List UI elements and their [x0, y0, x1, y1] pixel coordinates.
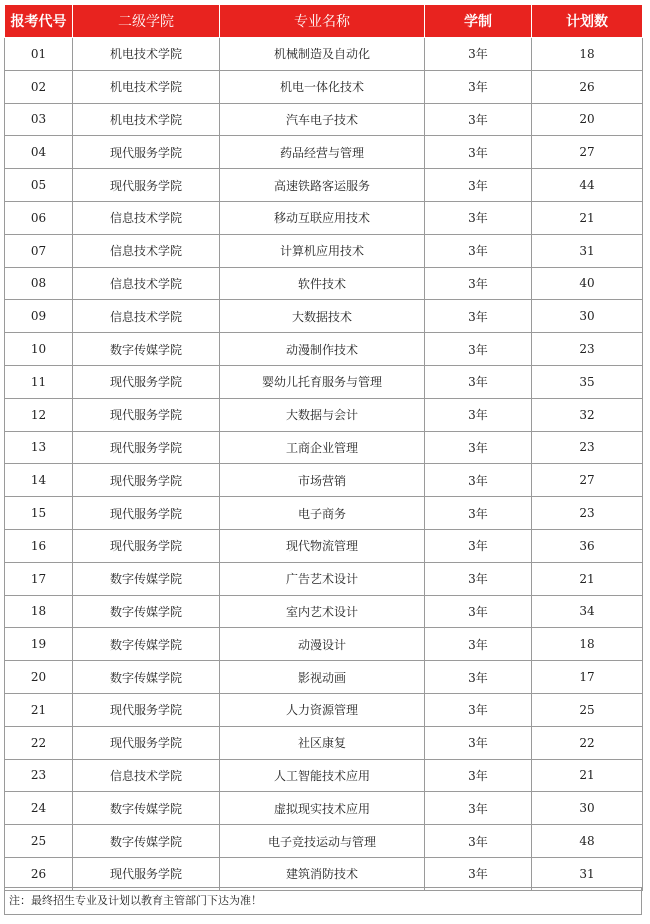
cell-college: 数字传媒学院 [73, 792, 220, 825]
table-row [5, 825, 643, 858]
cell-code: 10 [5, 333, 73, 366]
cell-years: 3年 [425, 267, 532, 300]
cell-quota: 18 [532, 38, 643, 71]
cell-code: 03 [5, 103, 73, 136]
cell-major: 动漫制作技术 [220, 333, 425, 366]
cell-quota: 27 [532, 464, 643, 497]
header-major: 专业名称 [220, 5, 425, 38]
cell-college: 现代服务学院 [73, 365, 220, 398]
table-row [5, 201, 643, 234]
cell-major: 大数据与会计 [220, 398, 425, 431]
cell-major: 电子竞技运动与管理 [220, 825, 425, 858]
cell-years: 3年 [425, 398, 532, 431]
cell-years: 3年 [425, 234, 532, 267]
cell-quota: 23 [532, 497, 643, 530]
cell-years: 3年 [425, 136, 532, 169]
table-row [5, 267, 643, 300]
cell-quota: 36 [532, 529, 643, 562]
cell-code: 11 [5, 365, 73, 398]
cell-quota: 30 [532, 792, 643, 825]
cell-major: 人工智能技术应用 [220, 759, 425, 792]
header-row [5, 5, 643, 38]
cell-major: 人力资源管理 [220, 693, 425, 726]
cell-years: 3年 [425, 169, 532, 202]
cell-code: 23 [5, 759, 73, 792]
cell-quota: 21 [532, 562, 643, 595]
table-row [5, 38, 643, 71]
table-row [5, 464, 643, 497]
cell-college: 现代服务学院 [73, 693, 220, 726]
cell-college: 机电技术学院 [73, 70, 220, 103]
cell-code: 18 [5, 595, 73, 628]
cell-college: 数字传媒学院 [73, 628, 220, 661]
cell-quota: 31 [532, 857, 643, 890]
cell-college: 信息技术学院 [73, 300, 220, 333]
cell-college: 信息技术学院 [73, 759, 220, 792]
table-row [5, 103, 643, 136]
table-row [5, 300, 643, 333]
cell-code: 07 [5, 234, 73, 267]
cell-major: 机械制造及自动化 [220, 38, 425, 71]
footnote: 注：最终招生专业及计划以教育主管部门下达为准！ [4, 887, 642, 915]
cell-quota: 18 [532, 628, 643, 661]
cell-years: 3年 [425, 529, 532, 562]
cell-code: 24 [5, 792, 73, 825]
cell-years: 3年 [425, 759, 532, 792]
cell-college: 数字传媒学院 [73, 562, 220, 595]
cell-years: 3年 [425, 628, 532, 661]
table-row [5, 726, 643, 759]
table-row [5, 234, 643, 267]
cell-years: 3年 [425, 857, 532, 890]
cell-years: 3年 [425, 70, 532, 103]
cell-years: 3年 [425, 792, 532, 825]
cell-code: 15 [5, 497, 73, 530]
cell-college: 现代服务学院 [73, 169, 220, 202]
table-row [5, 365, 643, 398]
cell-quota: 25 [532, 693, 643, 726]
cell-code: 04 [5, 136, 73, 169]
table-row [5, 169, 643, 202]
cell-major: 高速铁路客运服务 [220, 169, 425, 202]
cell-years: 3年 [425, 726, 532, 759]
cell-major: 室内艺术设计 [220, 595, 425, 628]
cell-major: 电子商务 [220, 497, 425, 530]
table-row [5, 398, 643, 431]
cell-quota: 22 [532, 726, 643, 759]
cell-quota: 26 [532, 70, 643, 103]
cell-major: 工商企业管理 [220, 431, 425, 464]
cell-code: 05 [5, 169, 73, 202]
cell-years: 3年 [425, 103, 532, 136]
cell-quota: 31 [532, 234, 643, 267]
table-row [5, 562, 643, 595]
cell-major: 虚拟现实技术应用 [220, 792, 425, 825]
cell-quota: 48 [532, 825, 643, 858]
cell-college: 现代服务学院 [73, 529, 220, 562]
table-body [5, 38, 643, 891]
cell-major: 机电一体化技术 [220, 70, 425, 103]
cell-code: 08 [5, 267, 73, 300]
cell-major: 现代物流管理 [220, 529, 425, 562]
table-row [5, 333, 643, 366]
table-row [5, 693, 643, 726]
cell-code: 06 [5, 201, 73, 234]
cell-code: 02 [5, 70, 73, 103]
cell-code: 17 [5, 562, 73, 595]
cell-code: 14 [5, 464, 73, 497]
table-row [5, 529, 643, 562]
cell-college: 信息技术学院 [73, 234, 220, 267]
cell-college: 现代服务学院 [73, 497, 220, 530]
cell-quota: 32 [532, 398, 643, 431]
cell-college: 现代服务学院 [73, 464, 220, 497]
cell-major: 动漫设计 [220, 628, 425, 661]
header-college: 二级学院 [73, 5, 220, 38]
header-quota: 计划数 [532, 5, 643, 38]
cell-years: 3年 [425, 333, 532, 366]
table-row [5, 70, 643, 103]
cell-years: 3年 [425, 300, 532, 333]
cell-college: 现代服务学院 [73, 136, 220, 169]
cell-years: 3年 [425, 365, 532, 398]
cell-quota: 21 [532, 759, 643, 792]
cell-quota: 30 [532, 300, 643, 333]
table-header [5, 5, 643, 38]
cell-quota: 21 [532, 201, 643, 234]
cell-years: 3年 [425, 497, 532, 530]
cell-quota: 23 [532, 431, 643, 464]
table-row [5, 792, 643, 825]
cell-major: 婴幼儿托育服务与管理 [220, 365, 425, 398]
cell-quota: 20 [532, 103, 643, 136]
table-row [5, 857, 643, 890]
cell-college: 现代服务学院 [73, 398, 220, 431]
cell-major: 大数据技术 [220, 300, 425, 333]
cell-quota: 35 [532, 365, 643, 398]
table-row [5, 497, 643, 530]
cell-years: 3年 [425, 431, 532, 464]
cell-major: 影视动画 [220, 661, 425, 694]
cell-quota: 27 [532, 136, 643, 169]
cell-quota: 34 [532, 595, 643, 628]
cell-quota: 44 [532, 169, 643, 202]
table-row [5, 661, 643, 694]
enrollment-plan-table [4, 4, 643, 891]
cell-major: 药品经营与管理 [220, 136, 425, 169]
cell-years: 3年 [425, 661, 532, 694]
cell-college: 机电技术学院 [73, 103, 220, 136]
cell-code: 09 [5, 300, 73, 333]
cell-college: 机电技术学院 [73, 38, 220, 71]
cell-quota: 23 [532, 333, 643, 366]
cell-major: 广告艺术设计 [220, 562, 425, 595]
cell-college: 现代服务学院 [73, 431, 220, 464]
cell-major: 移动互联应用技术 [220, 201, 425, 234]
cell-major: 建筑消防技术 [220, 857, 425, 890]
cell-college: 数字传媒学院 [73, 825, 220, 858]
cell-college: 信息技术学院 [73, 267, 220, 300]
cell-years: 3年 [425, 464, 532, 497]
table-row [5, 431, 643, 464]
cell-code: 21 [5, 693, 73, 726]
cell-college: 数字传媒学院 [73, 333, 220, 366]
cell-years: 3年 [425, 825, 532, 858]
cell-years: 3年 [425, 693, 532, 726]
cell-major: 市场营销 [220, 464, 425, 497]
cell-quota: 40 [532, 267, 643, 300]
cell-code: 22 [5, 726, 73, 759]
cell-code: 20 [5, 661, 73, 694]
cell-code: 26 [5, 857, 73, 890]
cell-code: 19 [5, 628, 73, 661]
table-row [5, 628, 643, 661]
cell-major: 社区康复 [220, 726, 425, 759]
table-row [5, 759, 643, 792]
cell-code: 01 [5, 38, 73, 71]
cell-major: 汽车电子技术 [220, 103, 425, 136]
header-code: 报考代号 [5, 5, 73, 38]
cell-major: 计算机应用技术 [220, 234, 425, 267]
cell-college: 现代服务学院 [73, 726, 220, 759]
cell-college: 数字传媒学院 [73, 661, 220, 694]
cell-college: 现代服务学院 [73, 857, 220, 890]
table-row [5, 136, 643, 169]
cell-college: 数字传媒学院 [73, 595, 220, 628]
cell-code: 12 [5, 398, 73, 431]
cell-code: 16 [5, 529, 73, 562]
cell-major: 软件技术 [220, 267, 425, 300]
cell-code: 25 [5, 825, 73, 858]
cell-college: 信息技术学院 [73, 201, 220, 234]
table-row [5, 595, 643, 628]
cell-years: 3年 [425, 595, 532, 628]
cell-code: 13 [5, 431, 73, 464]
cell-quota: 17 [532, 661, 643, 694]
cell-years: 3年 [425, 38, 532, 71]
cell-years: 3年 [425, 201, 532, 234]
header-years: 学制 [425, 5, 532, 38]
cell-years: 3年 [425, 562, 532, 595]
